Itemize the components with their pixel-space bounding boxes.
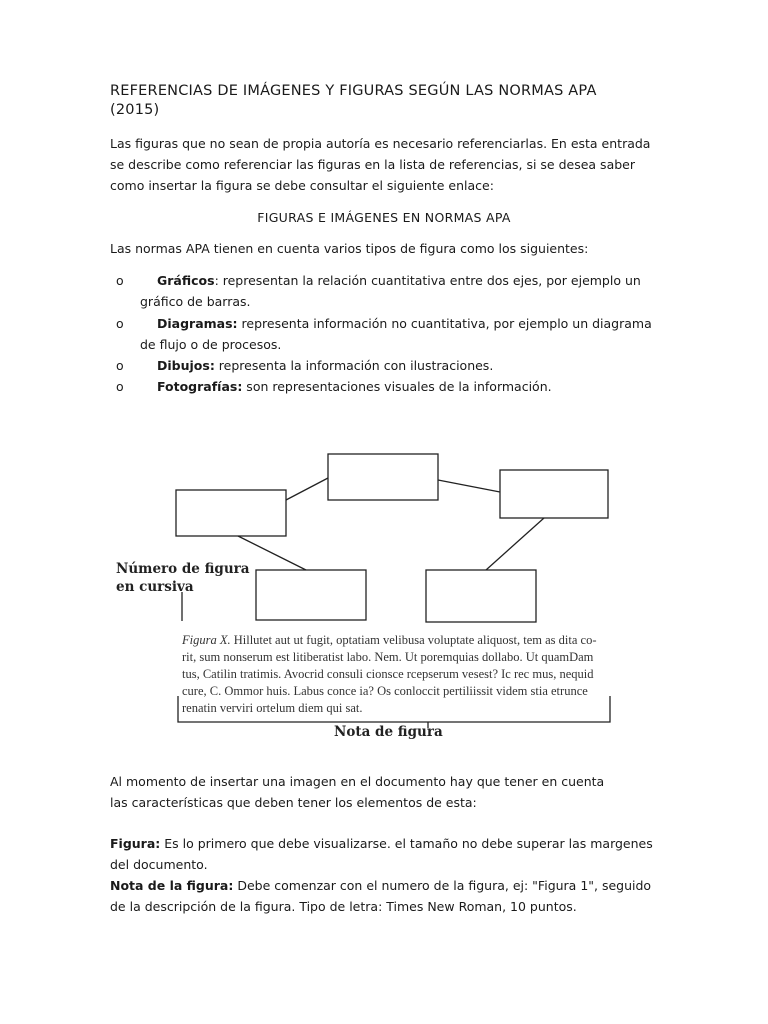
diagram-box-left <box>176 490 286 536</box>
figure-note-label: Nota de figura <box>334 724 443 740</box>
list-item-dibujos <box>140 355 660 376</box>
element-text: Debe comenzar con el numero de la figura, ej: "Figura 1", seguido <box>233 878 652 893</box>
caption-line: tus, Catilin tratimis. Avocrid consuli cionsce rcepserum vesest? Ic rec mus, nequid <box>182 667 594 681</box>
insert-line: las características que deben tener los elementos de esta: <box>110 795 477 810</box>
bullet-marker: o <box>116 273 124 288</box>
term-diagramas: Diagramas: <box>157 316 238 331</box>
list-item-fotografias <box>140 376 660 397</box>
term-figura: Figura: <box>110 836 161 851</box>
list-item-graficos <box>140 270 660 291</box>
list-item-diagramas <box>140 313 660 334</box>
term-fotografias: Fotografías: <box>157 379 243 394</box>
intro-line: se describe como referenciar las figuras en la lista de referencias, si se desea saber <box>110 157 635 172</box>
connector-line <box>286 478 328 500</box>
item-text: representa la información con ilustraciones. <box>214 358 494 373</box>
caption-line: rit, sum nonserum est litiberatist labo. Nem. Ut poremquias dollabo. Ut quamDam <box>182 650 594 664</box>
intro-paragraph <box>110 133 670 196</box>
intro-line: Las figuras que no sean de propia autoría es necesario referenciarlas. En esta entrada <box>110 136 651 151</box>
intro-line: como insertar la figura se debe consultar el siguiente enlace: <box>110 178 494 193</box>
term-dibujos: Dibujos: <box>157 358 215 373</box>
figuras-link-heading[interactable]: FIGURAS E IMÁGENES EN NORMAS APA <box>257 210 511 225</box>
caption-line: cure, C. Ommor huis. Labus conce ia? Os conloccit pertiliissit videm stia etrunce <box>182 684 588 698</box>
bullet-marker: o <box>116 316 124 331</box>
element-nota <box>110 875 670 917</box>
figure-number-label <box>116 560 250 596</box>
element-figura <box>110 833 670 875</box>
label-line: en cursiva <box>116 579 194 595</box>
item-text-cont: gráfico de barras. <box>140 294 251 309</box>
page-title: REFERENCIAS DE IMÁGENES Y FIGURAS SEGÚN LAS NORMAS APA (2015) <box>110 83 597 118</box>
label-line: Número de figura <box>116 561 250 577</box>
term-sep: : <box>214 273 219 288</box>
diagram-box-top <box>328 454 438 500</box>
figure-illustration <box>110 440 630 750</box>
caption-line: Hillutet aut ut fugit, optatiam velibusa voluptate aliquost, tem as dita co- <box>230 633 597 647</box>
diagram-box-bottom-left <box>256 570 366 620</box>
insert-paragraph <box>110 771 670 813</box>
insert-line: Al momento de insertar una imagen en el documento hay que tener en cuenta <box>110 774 605 789</box>
types-intro: Las normas APA tienen en cuenta varios tipos de figura como los siguientes: <box>110 241 589 256</box>
item-text-cont: de flujo o de procesos. <box>140 337 282 352</box>
bullet-marker: o <box>116 358 124 373</box>
item-text: representan la relación cuantitativa entre dos ejes, por ejemplo un <box>218 273 641 288</box>
item-text: son representaciones visuales de la información. <box>242 379 552 394</box>
caption-line: renatin verviri ortelum diem qui sat. <box>182 701 363 715</box>
diagram-box-bottom-right <box>426 570 536 622</box>
item-text: representa información no cuantitativa, por ejemplo un diagrama <box>237 316 652 331</box>
connector-line <box>486 518 544 570</box>
term-graficos: Gráficos <box>157 273 215 288</box>
element-text: Es lo primero que debe visualizarse. el tamaño no debe superar las margenes <box>160 836 653 851</box>
element-text-cont: del documento. <box>110 857 208 872</box>
figure-caption <box>182 632 612 717</box>
term-nota: Nota de la figura: <box>110 878 234 893</box>
bullet-marker: o <box>116 379 124 394</box>
diagram-box-right <box>500 470 608 518</box>
element-text-cont: de la descripción de la figura. Tipo de letra: Times New Roman, 10 puntos. <box>110 899 577 914</box>
connector-line <box>438 480 500 492</box>
caption-lead: Figura X. <box>182 633 231 647</box>
